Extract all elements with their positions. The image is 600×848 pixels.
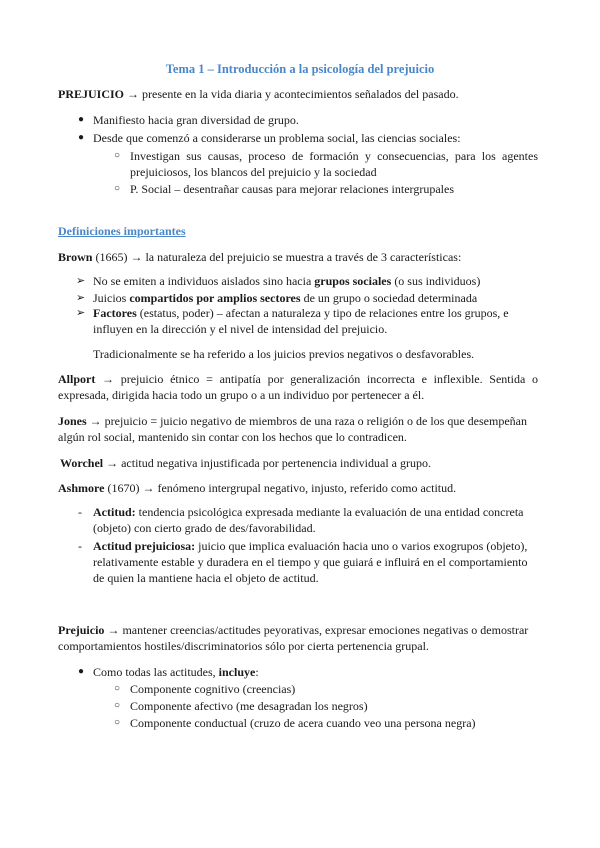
prejuicio-bullet-bold: incluye	[218, 665, 256, 679]
brown-item-3-bold: Factores	[93, 306, 137, 320]
bullet-circle-icon: ○	[114, 700, 121, 711]
prejuicio-line-2: comportamientos hostiles/discriminatorios sólo por cierta pertenencia grupal.	[58, 639, 429, 653]
author-worchel: Worchel	[60, 456, 104, 470]
actitud-text-1: tendencia psicológica expresada mediante la evaluación de una entidad concreta	[135, 505, 524, 519]
brown-item-1-bold: grupos sociales	[314, 274, 392, 288]
bullet-circle-icon: ○	[114, 683, 121, 694]
document-title: Tema 1 – Introducción a la psicología del prejuicio	[165, 62, 435, 76]
brown-item-3-text: (estatus, poder) – afectan a naturaleza y tipo de relaciones entre los grupos, e	[136, 306, 509, 320]
brown-item-3-line-1	[93, 305, 509, 321]
term-prejuicio-2: Prejuicio	[58, 623, 105, 637]
brown-item-3-line-2: influyen en la dirección y el nivel de intensidad del prejuicio.	[93, 322, 388, 336]
jones-text-1: → prejuicio = juicio negativo de miembros de una raza o religión o de los que desempeñan	[86, 414, 527, 428]
intro-bullet-2: Desde que comenzó a considerarse un problema social, las ciencias sociales:	[93, 131, 461, 145]
component-item: Componente afectivo (me desagradan los negros)	[130, 699, 368, 713]
component-item: Componente cognitivo (creencias)	[130, 682, 296, 696]
bullet-dot-icon: ●	[78, 114, 85, 125]
author-jones: Jones	[58, 414, 87, 428]
intro-paragraph	[58, 86, 459, 102]
brown-item-2-bold: compartidos por amplios sectores	[129, 291, 301, 305]
actitud-label: Actitud:	[93, 505, 136, 519]
actitud-line-2: (objeto) con cierto grado de des/favorabilidad.	[93, 521, 316, 535]
actitud-prejuiciosa-line-1	[93, 538, 527, 554]
bullet-dot-icon: ●	[78, 666, 85, 677]
allport-line-1	[58, 371, 538, 387]
arrowhead-bullet-icon: ➢	[76, 307, 86, 319]
arrowhead-bullet-icon: ➢	[76, 275, 86, 287]
actitud-line-1	[93, 504, 524, 520]
author-allport: Allport	[58, 372, 96, 386]
brown-text: (1665) → la naturaleza del prejuicio se muestra a través de 3 características:	[92, 250, 462, 264]
arrowhead-bullet-icon: ➢	[76, 292, 86, 304]
bullet-circle-icon: ○	[114, 717, 121, 728]
actitud-prejuiciosa-label: Actitud prejuiciosa:	[93, 539, 196, 553]
author-brown: Brown	[58, 250, 93, 264]
author-ashmore: Ashmore	[58, 481, 105, 495]
dash-bullet-icon: -	[78, 539, 82, 553]
brown-item-2-post: de un grupo o sociedad determinada	[300, 291, 478, 305]
brown-item-1-post: (o sus individuos)	[391, 274, 481, 288]
ashmore-text: (1670) → fenómeno intergrupal negativo, injusto, referido como actitud.	[104, 481, 457, 495]
bullet-circle-icon: ○	[114, 183, 121, 194]
intro-sub-1-line-1: Investigan sus causas, proceso de formación y consecuencias, para los agentes	[130, 149, 538, 163]
jones-line-2: algún rol social, mantenido sin contar con los hechos que lo contradicen.	[58, 430, 407, 444]
dash-bullet-icon: -	[78, 505, 82, 519]
brown-note: Tradicionalmente se ha referido a los juicios previos negativos o desfavorables.	[93, 347, 475, 361]
intro-sub-2: P. Social – desentrañar causas para mejorar relaciones intergrupales	[130, 182, 454, 196]
jones-line-1	[58, 413, 527, 429]
section-heading-definiciones: Definiciones importantes	[58, 224, 186, 238]
ashmore-paragraph	[58, 480, 456, 496]
allport-line-2: expresada, dirigida hacia todo un grupo o a un individuo por pertenecer a él.	[58, 388, 425, 402]
brown-item-2-pre: Juicios	[93, 291, 130, 305]
brown-item-2	[93, 290, 477, 306]
actitud-prejuiciosa-line-3: de quien la mantiene hacia el objeto de actitud.	[93, 571, 319, 585]
worchel-paragraph	[60, 455, 431, 471]
actitud-prejuiciosa-line-2: relativamente estable y duradera en el tiempo y que guiará e influirá en el comportamiento	[93, 555, 528, 569]
prejuicio-text-1: → mantener creencias/actitudes peyorativas, expresar emociones negativas o demostrar	[104, 623, 529, 637]
bullet-dot-icon: ●	[78, 132, 85, 143]
prejuicio-line-1	[58, 622, 528, 638]
prejuicio-bullet	[93, 664, 259, 680]
bullet-circle-icon: ○	[114, 150, 121, 161]
prejuicio-bullet-pre: Como todas las actitudes,	[93, 665, 219, 679]
component-item: Componente conductual (cruzo de acera cuando veo una persona negra)	[130, 716, 476, 730]
prejuicio-bullet-post: :	[255, 665, 259, 679]
brown-item-1-pre: No se emiten a individuos aislados sino hacia	[93, 274, 315, 288]
intro-sub-1-line-2: prejuiciosos, los blancos del prejuicio y la sociedad	[130, 165, 377, 179]
worchel-text: → actitud negativa injustificada por pertenencia individual a grupo.	[103, 456, 431, 470]
term-prejuicio: PREJUICIO	[58, 87, 125, 101]
allport-text-1: → prejuicio étnico = antipatía por generalización incorrecta e inflexible. Sentida o	[95, 372, 538, 386]
actitud-prejuiciosa-text-1: juicio que implica evaluación hacia uno o varios exogrupos (objeto),	[195, 539, 528, 553]
intro-text: → presente en la vida diaria y acontecimientos señalados del pasado.	[124, 87, 459, 101]
brown-item-1	[93, 273, 480, 289]
brown-paragraph	[58, 249, 461, 265]
intro-bullet-1: Manifiesto hacia gran diversidad de grupo.	[93, 113, 299, 127]
